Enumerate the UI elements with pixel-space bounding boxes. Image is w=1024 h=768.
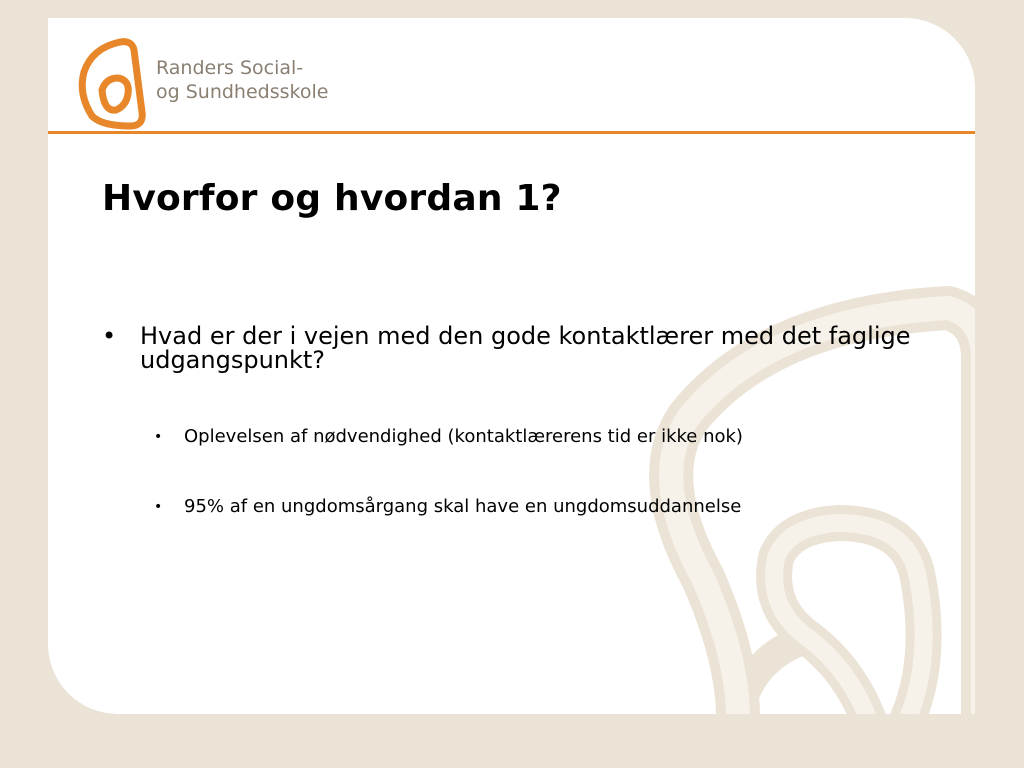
sub-bullet-text: 95% af en ungdomsårgang skal have en ungdomsuddannelse <box>184 496 742 517</box>
brand-name-line1: Randers Social- <box>156 57 304 79</box>
header-divider <box>48 131 975 134</box>
brand-name-line2: og Sundhedsskole <box>156 81 329 103</box>
rss-logo-icon <box>72 34 152 130</box>
sub-bullet-text: Oplevelsen af nødvendighed (kontaktlærerens tid er ikke nok) <box>184 426 743 447</box>
slide-title: Hvorfor og hvordan 1? <box>102 178 562 219</box>
brand-name <box>156 56 328 104</box>
sub-bullet-marker: • <box>154 429 163 445</box>
sub-bullet-item <box>102 426 922 448</box>
sub-bullet-item <box>102 496 922 518</box>
slide <box>48 18 975 714</box>
bullet-marker: • <box>102 322 117 350</box>
sub-bullet-marker: • <box>154 499 163 515</box>
bullet-list <box>102 324 922 518</box>
bullet-item <box>102 324 922 372</box>
bullet-text: Hvad er der i vejen med den gode kontaktlærer med det faglige udgangspunkt? <box>140 322 911 374</box>
